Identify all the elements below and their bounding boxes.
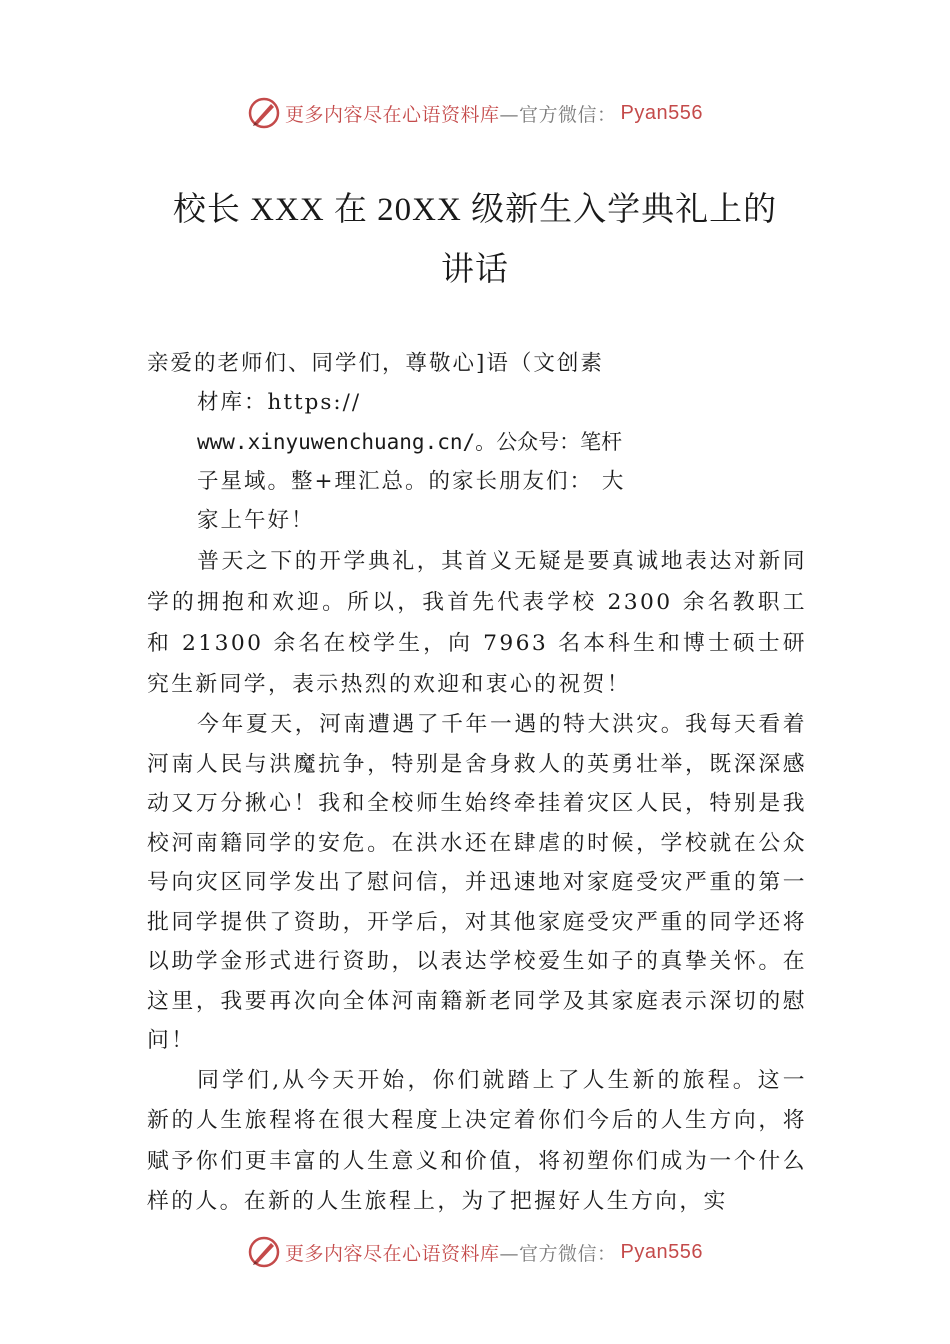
paragraph-2: 今年夏天，河南遭遇了千年一遇的特大洪灾。我每天看着河南人民与洪魔抗争，特别是舍身救人的英勇壮举，既深深感动又万分揪心！我和全校师生始终牵挂着灾区人民，特别是我校河南籍同学的安危。在洪水还在肆虐的时候，学校就在公众号向灾区同学发出了慰问信，并迅速地对家庭受灾严重的第一批同学提供了资助，开学后，对其他家庭受灾严重的同学还将以助学金形式进行资助，以表达学校爱生如子的真挚关怀。在这里，我要再次向全体河南籍新老同学及其家庭表示深切的慰问！: [147, 712, 807, 1053]
salutation-line-1: 亲爱的老师们、同学们，尊敬心]语（文创素: [147, 351, 604, 376]
footer-wechat-id: Pyan556: [620, 1240, 703, 1263]
salutation-line-4: 子星域。整+理汇总。的家长朋友们： 大: [197, 469, 626, 494]
footer-banner: [0, 1232, 950, 1272]
body-text: [147, 541, 807, 1223]
paragraph-1: 普天之下的开学典礼，其首义无疑是要真诚地表达对新同学的拥抱和欢迎。所以，我首先代表学校 2300 余名教职工和 21300 余名在校学生，向 7963 名本科生和博士硕士研究生新同学，表示热烈的欢迎和衷心的祝贺！: [147, 549, 807, 697]
banner-wechat-id: Pyan556: [620, 101, 703, 124]
pen-logo-icon: [247, 1235, 281, 1269]
paragraph-3: 同学们,从今天开始，你们就踏上了人生新的旅程。这一新的人生旅程将在很大程度上决定着你们今后的人生方向，将赋予你们更丰富的人生意义和价值，将初塑你们成为一个什么样的人。在新的人生旅程上，为了把握好人生方向，实: [147, 1067, 807, 1214]
title-line-1: 校长 XXX 在 20XX 级新生入学典礼上的: [172, 192, 778, 228]
pen-logo-icon: [247, 96, 281, 130]
salutation-line-3: www.xinyuwenchuang.cn/。公众号：笔杆: [197, 430, 623, 454]
document-title: [120, 180, 830, 300]
salutation-line-2: 材库：https://: [197, 390, 362, 415]
header-banner: [0, 93, 950, 133]
banner-wechat-label: —官方微信：: [499, 103, 617, 126]
footer-site-name: 更多内容尽在心语资料库: [285, 1242, 500, 1265]
footer-wechat-label: —官方微信：: [499, 1242, 617, 1265]
salutation-line-5: 家上午好！: [197, 508, 315, 533]
banner-site-name: 更多内容尽在心语资料库: [285, 103, 500, 126]
title-line-2: 讲话: [441, 252, 509, 288]
